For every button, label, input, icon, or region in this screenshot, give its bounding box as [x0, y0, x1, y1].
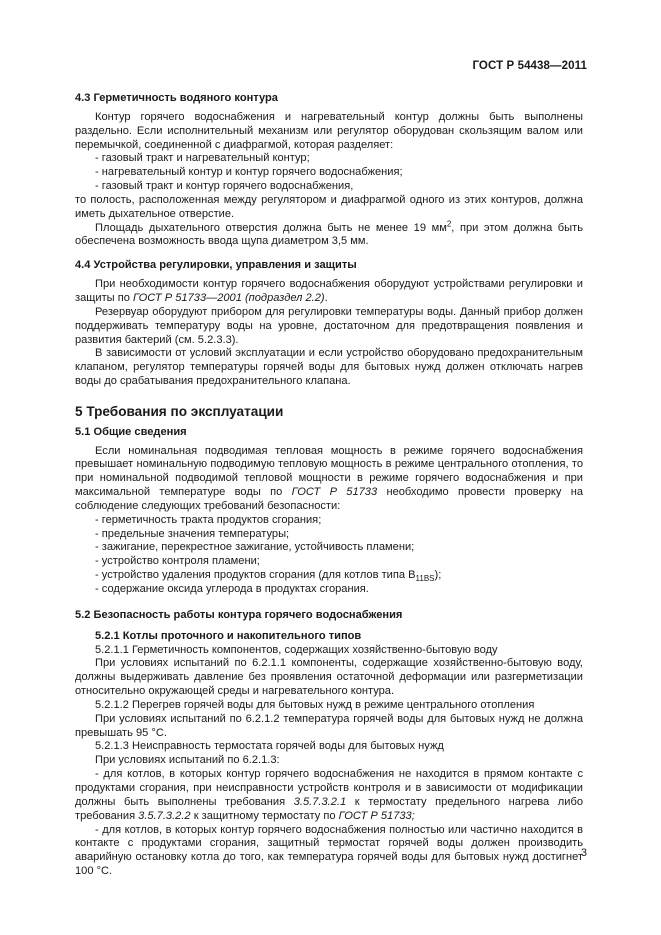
- list-item: - нагревательный контур и контур горячего водоснабжения;: [95, 166, 403, 179]
- paragraph: Резервуар оборудуют прибором для регулировки температуры воды. Данный прибор должен поддерживать температуру воды на уровне, достаточном для предотвращения появления и развития бактерий (см. 5.2.3.3).: [75, 305, 583, 346]
- section-5-heading: 5 Требования по эксплуатации: [75, 403, 284, 419]
- list-item: - устройство контроля пламени;: [95, 555, 260, 568]
- paragraph: Площадь дыхательного отверстия должна быть не менее 19 $мм^2$, при этом должна быть обеспечена возможность ввода щупа диаметром 3,5 мм.: [75, 218, 583, 248]
- section-5-2-1-heading: 5.2.1 Котлы проточного и накопительного типов: [95, 629, 362, 642]
- clause-reference: 3.5.7.3.2.1: [293, 795, 347, 808]
- clause-reference: 3.5.7.3.2.2: [138, 809, 191, 822]
- paragraph: - для котлов, в которых контур горячего водоснабжения не находится в прямом контакте с продуктами сгорания, при неисправности устройств контроля и в зависимости от модификации должны быть выполнены требования 3.5.7.3.2.1 к термостату предельного нагрева либо требования 3.5.7.3.2.2 к защитному термостату по ГОСТ Р 51733;: [75, 768, 583, 822]
- paragraph: Контур горячего водоснабжения и нагревательный контур должны быть выполнены раздельно. Если исполнительный механизм или регулятор оборудован скользящим валом или перемычкой, соединенной с диафрагмой, которая разделяет:: [75, 110, 583, 151]
- list-item: - газовый тракт и нагревательный контур;: [95, 152, 310, 165]
- paragraph: При необходимости контур горячего водоснабжения оборудуют устройствами регулировки и защиты по ГОСТ Р 51733—2001 (подраздел 2.2).: [75, 278, 583, 304]
- paragraph: При условиях испытаний по 6.2.1.3:: [95, 754, 280, 767]
- list-item: - газовый тракт и контур горячего водоснабжения,: [95, 180, 354, 193]
- standard-reference: ГОСТ Р 51733;: [338, 809, 415, 822]
- paragraph: то полость, расположенная между регулятором и диафрагмой одного из этих контуров, должна иметь дыхательное отверстие.: [75, 193, 583, 220]
- section-5-2-heading: 5.2 Безопасность работы контура горячего водоснабжения: [75, 608, 403, 621]
- document-code-header: ГОСТ Р 54438—2011: [472, 60, 587, 72]
- standard-reference: ГОСТ Р 51733—2001 (подраздел 2.2): [132, 291, 325, 304]
- subsection-label: 5.2.1.2 Перегрев горячей воды для бытовых нужд в режиме центрального отопления: [95, 698, 535, 711]
- paragraph: - для котлов, в которых контур горячего водоснабжения полностью или частично находится в контакте с продуктами сгорания, защитный термостат горячей воды должен производить аварийную остановку котла до того, как температура горячей воды для бытовых нужд достигнет 100 °C.: [75, 823, 583, 878]
- subsection-label: 5.2.1.1 Герметичность компонентов, содержащих хозяйственно-бытовую воду: [95, 643, 498, 656]
- standard-reference: ГОСТ Р 51733: [291, 486, 378, 499]
- list-item: - содержание оксида углерода в продуктах сгорания.: [95, 583, 369, 595]
- page-number: 3: [580, 847, 587, 859]
- list-item: - зажигание, перекрестное зажигание, устойчивость пламени;: [95, 541, 415, 554]
- paragraph: В зависимости от условий эксплуатации и если устройство оборудовано предохранительным клапаном, регулятор температуры горячей воды для бытовых нужд должен отключать нагрев воды до срабатывания предохранительного клапана.: [75, 347, 583, 388]
- section-5-1-heading: 5.1 Общие сведения: [75, 425, 187, 438]
- page-body: [75, 92, 583, 879]
- list-item: - устройство удаления продуктов сгорания (для котлов типа $B_{11BS}$);: [95, 569, 442, 584]
- paragraph: Если номинальная подводимая тепловая мощность в режиме горячего водоснабжения превышает номинальную подводимую тепловую мощность в режиме центрального отопления, то при номинальной подводимой тепловой мощности в режиме горячего водоснабжения и при максимальной температуре воды по ГОСТ Р 51733 необходимо провести проверку на соблюдение следующих требований безопасности:: [75, 444, 583, 512]
- list-item: - герметичность тракта продуктов сгорания;: [95, 513, 322, 526]
- section-4-4-heading: 4.4 Устройства регулировки, управления и защиты: [75, 259, 357, 272]
- paragraph: При условиях испытаний по 6.2.1.2 температура горячей воды для бытовых нужд не должна превышать 95 °C.: [75, 712, 583, 739]
- subsection-label: 5.2.1.3 Неисправность термостата горячей воды для бытовых нужд: [95, 740, 444, 753]
- paragraph: При условиях испытаний по 6.2.1.1 компоненты, содержащие хозяйственно-бытовую воду, должны выдерживать давление без проявления остаточной деформации или разгерметизации относительно окружающей среды и нагревательного контура.: [75, 657, 583, 698]
- section-4-3-heading: 4.3 Герметичность водяного контура: [75, 92, 278, 104]
- list-item: - предельные значения температуры;: [95, 527, 290, 540]
